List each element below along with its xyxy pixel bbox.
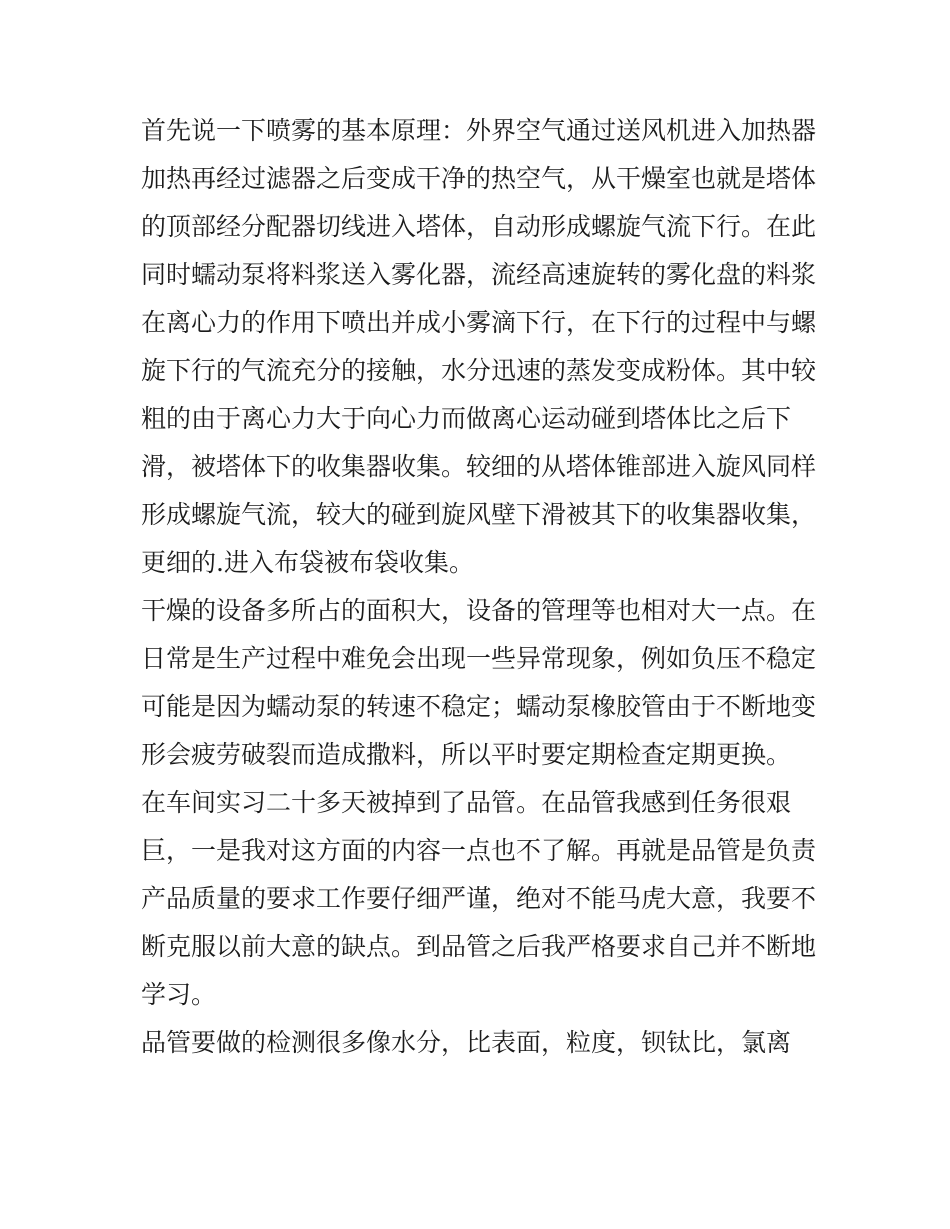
paragraph-spray-principle (141, 107, 821, 587)
paragraph-equipment-management (141, 587, 821, 779)
text-line: 断克服以前大意的缺点。到品管之后我严格要求自己并不断地 (141, 932, 817, 961)
text-line: 学习。 (141, 980, 217, 1009)
document-body (141, 107, 821, 1067)
text-line: 粗的由于离心力大于向心力而做离心运动碰到塔体比之后下 (141, 404, 792, 433)
paragraph-quality-control (141, 779, 821, 1019)
text-line: 的顶部经分配器切线进入塔体，自动形成螺旋气流下行。在此 (141, 212, 817, 241)
text-line: 首先说一下喷雾的基本原理：外界空气通过送风机进入加热器 (141, 116, 817, 145)
text-line: 同时蠕动泵将料浆送入雾化器，流经高速旋转的雾化盘的料浆 (141, 260, 817, 289)
text-line: 更细的.进入布袋被布袋收集。 (141, 548, 474, 577)
text-line: 加热再经过滤器之后变成干净的热空气，从干燥室也就是塔体 (141, 164, 817, 193)
paragraph-inspection-items (141, 1019, 821, 1067)
text-line: 形会疲劳破裂而造成撒料，所以平时要定期检查定期更换。 (141, 740, 792, 769)
text-line: 形成螺旋气流，较大的碰到旋风壁下滑被其下的收集器收集， (141, 500, 817, 529)
text-line: 滑，被塔体下的收集器收集。较细的从塔体锥部进入旋风同样 (141, 452, 817, 481)
text-line: 在车间实习二十多天被掉到了品管。在品管我感到任务很艰 (141, 788, 792, 817)
text-line: 在离心力的作用下喷出并成小雾滴下行，在下行的过程中与螺 (141, 308, 817, 337)
text-line: 日常是生产过程中难免会出现一些异常现象，例如负压不稳定 (141, 644, 817, 673)
text-line: 干燥的设备多所占的面积大，设备的管理等也相对大一点。在 (141, 596, 817, 625)
text-line: 巨，一是我对这方面的内容一点也不了解。再就是品管是负责 (141, 836, 817, 865)
text-line: 品管要做的检测很多像水分，比表面，粒度，钡钛比，氯离 (141, 1028, 792, 1057)
text-line: 旋下行的气流充分的接触，水分迅速的蒸发变成粉体。其中较 (141, 356, 817, 385)
text-line: 可能是因为蠕动泵的转速不稳定；蠕动泵橡胶管由于不断地变 (141, 692, 817, 721)
text-line: 产品质量的要求工作要仔细严谨，绝对不能马虎大意，我要不 (141, 884, 817, 913)
